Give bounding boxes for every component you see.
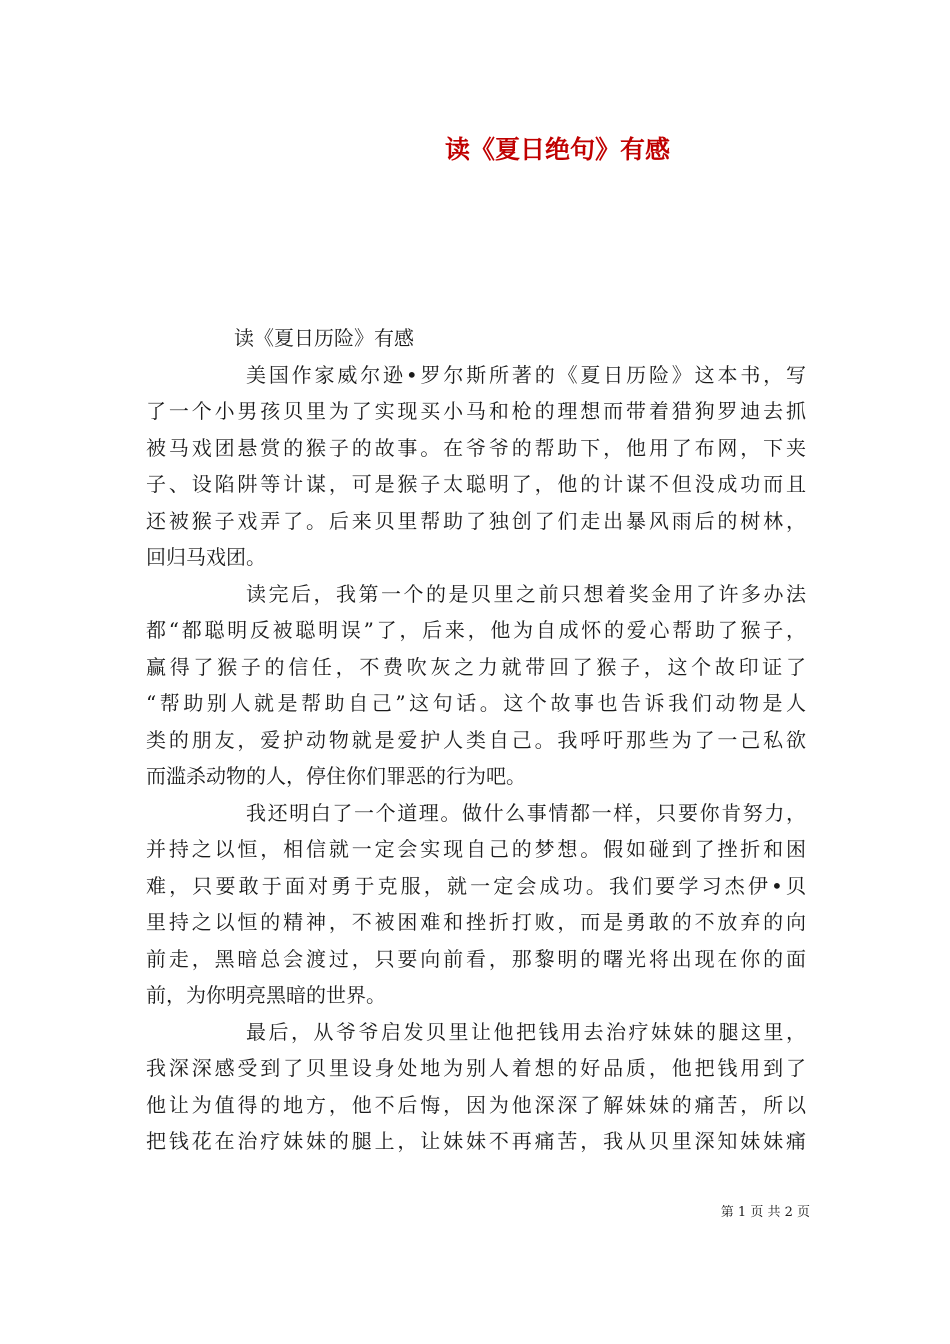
text-line: 难，只要敢于面对勇于克服，就一定会成功。我们要学习杰伊•贝 [146, 873, 806, 898]
text-line: 回归马戏团。 [146, 545, 266, 569]
text-line: 读完后，我第一个的是贝里之前只想着奖金用了许多办法 [246, 581, 806, 606]
text-line: 把钱花在治疗妹妹的腿上，让妹妹不再痛苦，我从贝里深知妹妹痛 [146, 1129, 806, 1153]
text-line: 最后，从爷爷启发贝里让他把钱用去治疗妹妹的腿这里， [246, 1019, 806, 1044]
paragraph-1 [146, 357, 806, 576]
text-line: 赢得了猴子的信任，不费吹灰之力就带回了猴子，这个故印证了 [146, 654, 806, 679]
text-line: 了一个小男孩贝里为了实现买小马和枪的理想而带着猎狗罗迪去抓 [146, 399, 806, 423]
text-line: 里持之以恒的精神，不被困难和挫折打败，而是勇敢的不放弃的向 [146, 910, 806, 934]
document-subtitle: 读《夏日历险》有感 [234, 326, 414, 350]
text-line: 美国作家威尔逊•罗尔斯所著的《夏日历险》这本书，写 [246, 362, 806, 387]
text-line: 并持之以恒，相信就一定会实现自己的梦想。假如碰到了挫折和困 [146, 837, 806, 861]
text-line: 子、设陷阱等计谋，可是猴子太聪明了，他的计谋不但没成功而且 [146, 472, 806, 496]
text-line: 他让为值得的地方，他不后悔，因为他深深了解妹妹的痛苦，所以 [146, 1092, 806, 1117]
text-line: 类的朋友，爱护动物就是爱护人类自己。我呼吁那些为了一己私欲 [146, 727, 806, 752]
page-title: 读《夏日绝句》有感 [444, 135, 670, 164]
text-line: 我还明白了一个道理。做什么事情都一样，只要你肯努力， [246, 800, 806, 825]
document-body [146, 320, 806, 1160]
paragraph-2 [146, 576, 806, 795]
text-line: “帮助别人就是帮助自己”这句话。这个故事也告诉我们动物是人 [146, 691, 806, 715]
text-line: 前走，黑暗总会渡过，只要向前看，那黎明的曙光将出现在你的面 [146, 946, 806, 971]
text-line: 前，为你明亮黑暗的世界。 [146, 983, 386, 1007]
text-line: 我深深感受到了贝里设身处地为别人着想的好品质，他把钱用到了 [146, 1056, 806, 1080]
paragraph-3 [146, 795, 806, 1014]
paragraph-4 [146, 1014, 806, 1160]
text-line: 而滥杀动物的人，停住你们罪恶的行为吧。 [146, 764, 526, 788]
text-line: 都“都聪明反被聪明误”了，后来，他为自成怀的爱心帮助了猴子， [146, 618, 806, 642]
page-number: 第 1 页 共 2 页 [720, 1205, 810, 1220]
text-line: 被马戏团悬赏的猴子的故事。在爷爷的帮助下，他用了布网，下夹 [146, 435, 806, 460]
text-line: 还被猴子戏弄了。后来贝里帮助了独创了们走出暴风雨后的树林， [146, 508, 806, 533]
